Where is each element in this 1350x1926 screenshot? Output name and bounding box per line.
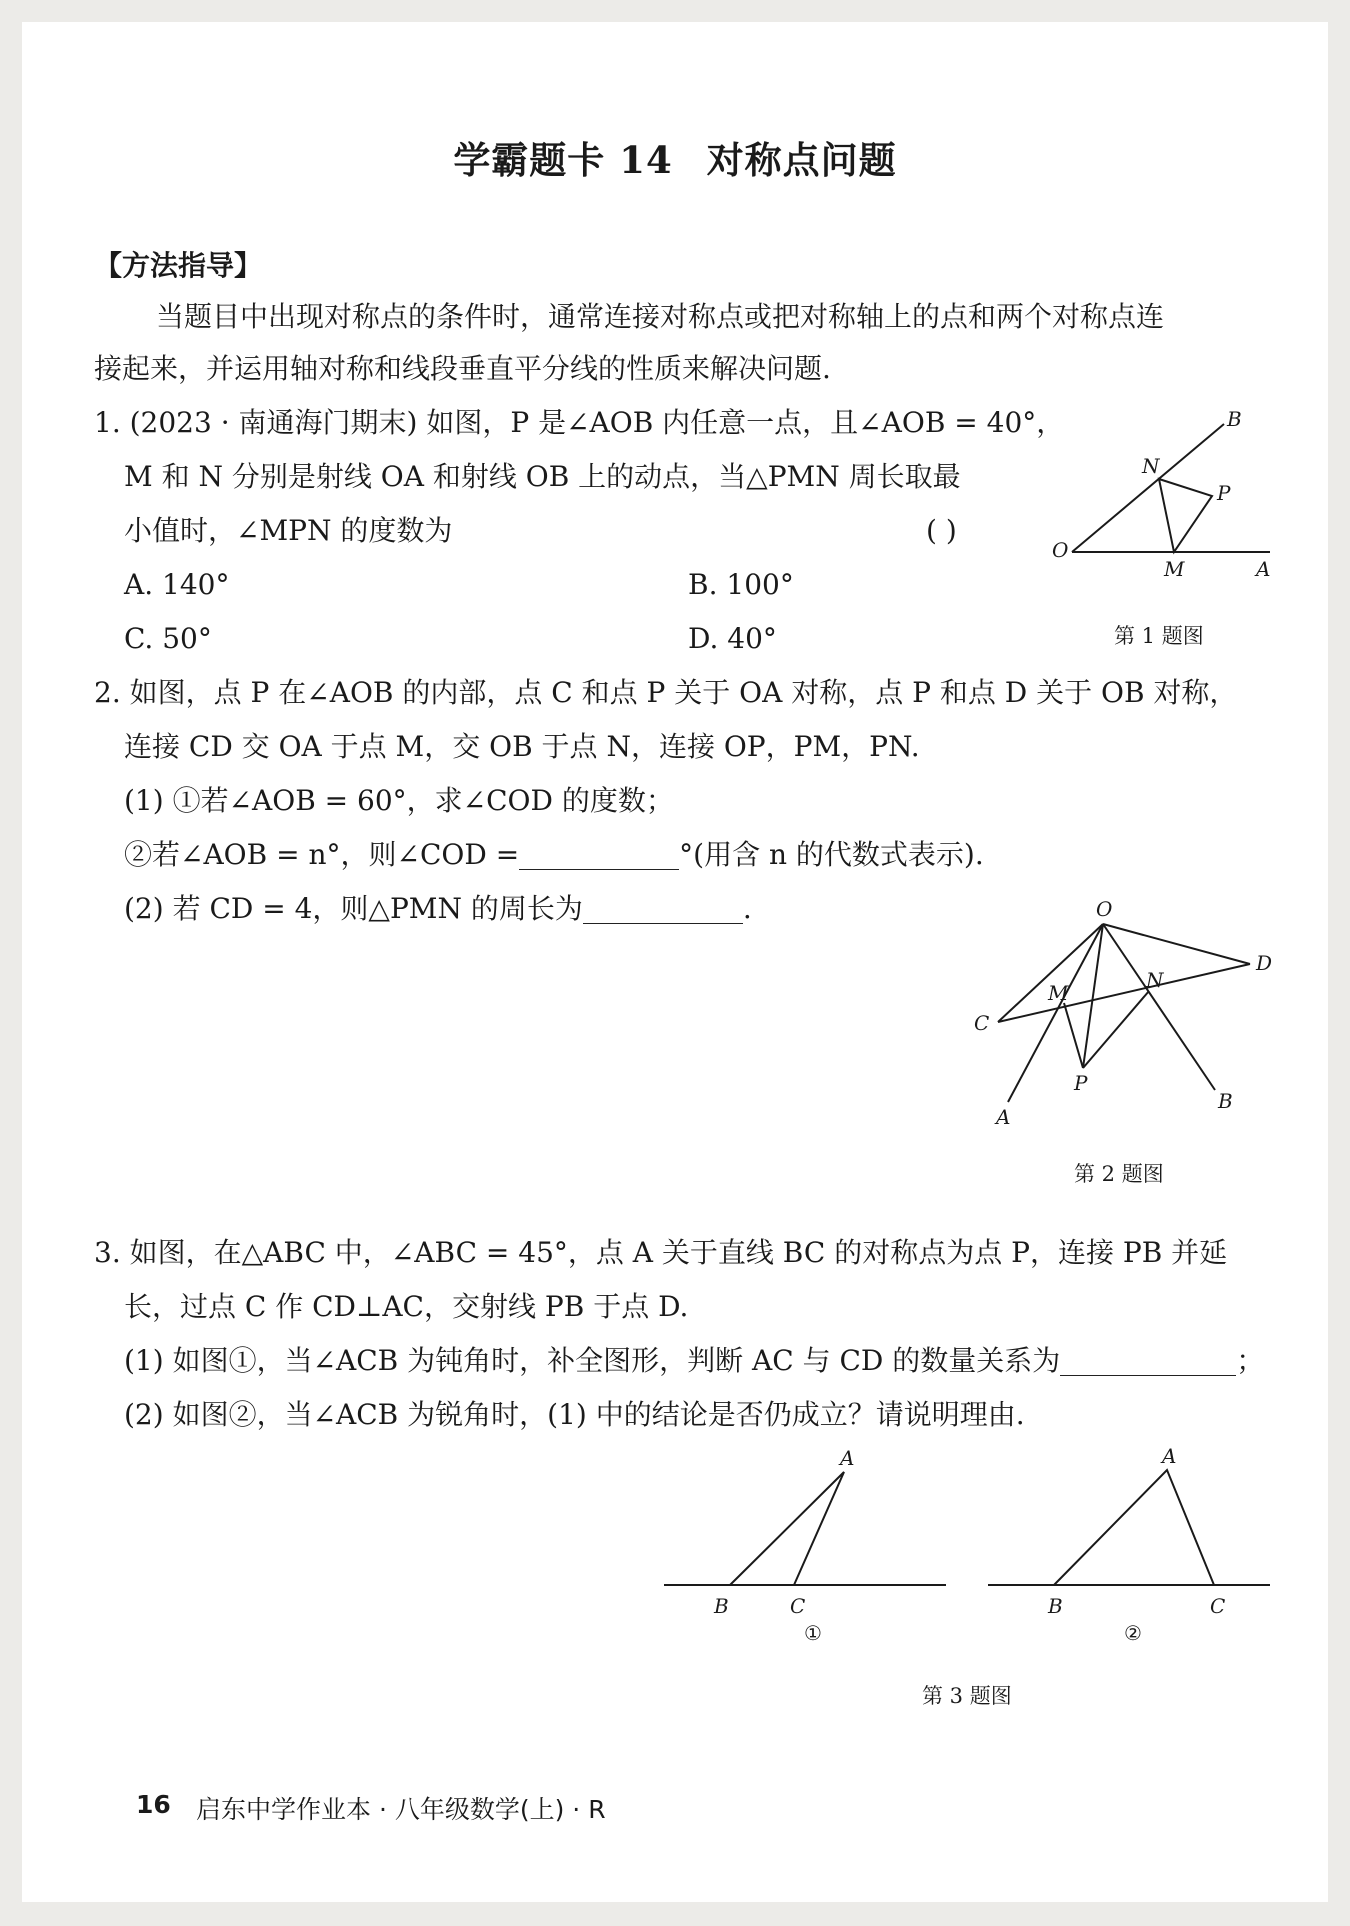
q3-caption: 第 3 题图: [922, 1684, 1012, 1708]
q3-fig1-number: ①: [804, 1621, 822, 1645]
q1-figure: [1040, 400, 1280, 600]
q1-caption: 第 1 题图: [1114, 624, 1204, 648]
q2-line-3: (1) ①若∠AOB = 60°，求∠COD 的度数；: [124, 784, 674, 817]
q1-line-3: 小值时，∠MPN 的度数为: [124, 514, 453, 547]
q1-ray-ob: [1072, 424, 1224, 552]
q2-label-o: O: [1096, 897, 1113, 921]
page-number: 16: [136, 1790, 171, 1819]
q2-label-m: M: [1048, 981, 1069, 1005]
q1-triangle-pmn: [1159, 479, 1212, 552]
q3-figure: [640, 1440, 1280, 1660]
q1-line-1: 1. (2023 · 南通海门期末) 如图，P 是∠AOB 内任意一点，且∠AOB = 40°，: [94, 406, 1065, 439]
q2-line-5-start: (2) 若 CD = 4，则△PMN 的周长为: [124, 892, 583, 925]
q2-caption: 第 2 题图: [1074, 1162, 1164, 1186]
q2-label-a: A: [996, 1105, 1011, 1129]
q3-line-3: [124, 1334, 1264, 1388]
q1-label-o: O: [1052, 538, 1069, 562]
q1-option-c: C. 50°: [124, 622, 212, 655]
q3-fig1-triangle: [730, 1472, 844, 1585]
q3-line-3-start: (1) 如图①，当∠ACB 为钝角时，补全图形，判断 AC 与 CD 的数量关系为: [124, 1344, 1061, 1377]
q2-ray-oa: [1008, 924, 1103, 1102]
q2-line-1: 2. 如图，点 P 在∠AOB 的内部，点 C 和点 P 关于 OA 对称，点 P 和点 D 关于 OB 对称，: [94, 676, 1238, 709]
q3-fig2-label-b: B: [1048, 1594, 1063, 1618]
book-title: 启东中学作业本 · 八年级数学(上) · R: [196, 1795, 606, 1824]
q2-line-2: 连接 CD 交 OA 于点 M，交 OB 于点 N，连接 OP，PM，PN.: [124, 730, 920, 763]
q3-fig2-number: ②: [1124, 1621, 1142, 1645]
q2-label-p: P: [1074, 1071, 1088, 1095]
q1-label-a: A: [1256, 557, 1271, 581]
q2-segment-oc: [998, 924, 1103, 1022]
q3-fig1-label-c: C: [790, 1594, 806, 1618]
q1-answer-paren: ( ): [926, 514, 957, 547]
q2-line-5: [124, 882, 752, 936]
q1-line-2: M 和 N 分别是射线 OA 和射线 OB 上的动点，当△PMN 周长取最: [124, 460, 961, 493]
method-heading: 【方法指导】: [94, 249, 263, 282]
q2-line-4-end: °(用含 n 的代数式表示).: [679, 838, 984, 871]
method-line-2: 接起来，并运用轴对称和线段垂直平分线的性质来解决问题.: [94, 352, 831, 385]
q3-fig1-label-b: B: [714, 1594, 729, 1618]
q1-label-b: B: [1227, 407, 1242, 431]
q3-line-3-end: ；: [1236, 1344, 1265, 1377]
q2-label-c: C: [974, 1011, 990, 1035]
q1-option-d: D. 40°: [688, 622, 777, 655]
q2-figure: [960, 890, 1280, 1140]
q1-label-m: M: [1164, 557, 1185, 581]
method-line-1: 当题目中出现对称点的条件时，通常连接对称点或把对称轴上的点和两个对称点连: [156, 300, 1165, 333]
q2-answer-blank-2[interactable]: [583, 891, 743, 924]
q3-line-4: (2) 如图②，当∠ACB 为锐角时，(1) 中的结论是否仍成立？请说明理由.: [124, 1398, 1025, 1431]
q2-answer-blank-1[interactable]: [519, 837, 679, 870]
q2-label-d: D: [1256, 951, 1273, 975]
q2-line-4: [124, 828, 984, 882]
q1-option-b: B. 100°: [688, 568, 794, 601]
q1-label-n: N: [1142, 454, 1160, 478]
q3-fig2-triangle: [1054, 1470, 1214, 1585]
q3-fig2-label-a: A: [1162, 1444, 1177, 1468]
q2-segment-op: [1083, 924, 1103, 1068]
q2-line-4-start: ②若∠AOB = n°，则∠COD =: [124, 838, 520, 871]
q2-line-5-end: .: [742, 892, 752, 925]
q1-label-p: P: [1217, 481, 1231, 505]
q1-option-a: A. 140°: [124, 568, 230, 601]
page-title: [0, 130, 1350, 184]
q2-label-b: B: [1218, 1089, 1233, 1113]
q3-fig2-label-c: C: [1210, 1594, 1226, 1618]
q3-line-2: 长，过点 C 作 CD⊥AC，交射线 PB 于点 D.: [124, 1290, 689, 1323]
q2-segment-pm: [1064, 1003, 1083, 1068]
q3-line-1: 3. 如图，在△ABC 中，∠ABC = 45°，点 A 关于直线 BC 的对称点为点 P，连接 PB 并延: [94, 1236, 1228, 1269]
q3-fig1-label-a: A: [840, 1446, 855, 1470]
q2-segment-cd: [998, 964, 1250, 1022]
q3-answer-blank[interactable]: [1060, 1343, 1236, 1376]
title-left: 学霸题卡 14: [453, 138, 673, 182]
title-right: 对称点问题: [706, 138, 897, 182]
q2-label-n: N: [1146, 968, 1164, 992]
